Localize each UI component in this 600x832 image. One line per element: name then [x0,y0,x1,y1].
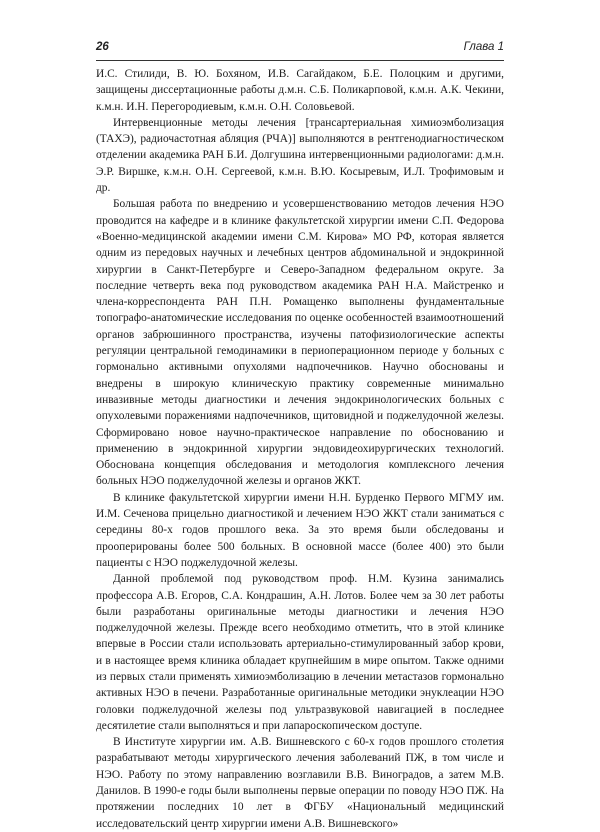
paragraph-sechenov-clinic: В клинике факультетской хирургии имени Н.Н. Бурденко Первого МГМУ им. И.М. Сеченова прицельно диагностикой и лечением НЭО ЖКТ стали заниматься с середины 80-х годов прошлого века. За это время были обследованы и прооперированы более 500 больных. В основной массе (более 400) это были пациенты с НЭО поджелудочной железы. [96,491,504,569]
paragraph-interventional-methods: Интервенционные методы лечения [трансартериальная химиоэмболизация (ТАХЭ), радиочастотная абляция (РЧА)] выполняются в рентгенодиагностическом отделении академика РАН Б.И. Долгушина интервенционными радиологами: д.м.н. Э.Р. Виршке, к.м.н. О.Н. Сергеевой, к.м.н. В.Ю. Косыревым, И.Л. Трофимовым и др. [96,116,504,195]
paragraph-vishnevsky-institute: В Институте хирургии им. А.В. Вишневского с 60-х годов прошлого столетия разрабатывают методы хирургического лечения заболеваний ПЖ, в том числе и НЭО. Работу по этому направлению возглавили В.В. Виноградов, а затем М.В. Данилов. В 1990-е годы были выполнены первые операции по поводу НЭО ПЖ. На протяжении последних 10 лет в ФГБУ «Национальный медицинский исследовательский центр хирургии имени А.В. Вишневского» [96,736,504,830]
body-text [96,66,504,832]
page-number: 26 [96,41,109,53]
paragraph-kuzin-group: Данной проблемой под руководством проф. Н.М. Кузина занимались профессора А.В. Егоров, С.А. Кондрашин, А.Н. Лотов. Более чем за 30 лет работы были разработаны оригинальные методы диагностики и лечения НЭО поджелудочной железы. Прежде всего необходимо отметить, что в этой клинике впервые в России стали использовать артериально-стимулированный забор крови, и в настоящее время клиника обладает крупнейшим в мире опытом. Также одними из первых стали применять химиоэмболизацию в лечении метастазов гормонально активных НЭО в печени. Разработанные оригинальные методики энуклеации НЭО головки поджелудочной железы под ультразвуковой навигацией в последнее десятилетие стали выполняться и при лапароскопическом доступе. [96,573,504,732]
paragraph-continuation: И.С. Стилиди, В. Ю. Бохяном, И.В. Сагайдаком, Б.Е. Полоцким и другими, защищены диссертационные работы д.м.н. С.Б. Поликарповой, к.м.н. А.К. Чекини, к.м.н. И.Н. Перегородиевым, к.м.н. О.Н. Соловьевой. [96,68,504,113]
header-divider [96,60,504,61]
chapter-label: Глава 1 [463,41,504,53]
running-header [96,41,504,57]
paragraph-military-medical-academy: Большая работа по внедрению и усовершенствованию методов лечения НЭО проводится на кафедре и в клинике факультетской хирургии имени С.П. Федорова «Военно-медицинской академии имени С.М. Кирова» МО РФ, которая является одним из передовых научных и лечебных центров абдоминальной и эндокринной хирургии в Санкт-Петербурге и Северо-Западном федеральном округе. За последние четверть века под руководством академика РАН Н.А. Майстренко и члена-корреспондента РАН П.Н. Ромащенко выполнены фундаментальные топографо-анатомические исследования по оценке особенностей взаимоотношений органов забрюшинного пространства, изучены патофизиологические аспекты регуляции центральной гемодинамики в периоперационном периоде у больных с гормонально активными опухолями надпочечников. Научно обоснованы и внедрены в широкую клиническую практику современные минимально инвазивные методы диагностики и лечения эндокринологических больных с опухолевыми поражениями надпочечников, щитовидной и поджелудочной железы. Сформировано новое научно-практическое направление по обоснованию и применению в эндокринной хирургии эндовидеохирургических технологий. Обоснована концепция обследования и методология комплексного лечения больных НЭО поджелудочной железы и органов ЖКТ. [96,198,504,488]
